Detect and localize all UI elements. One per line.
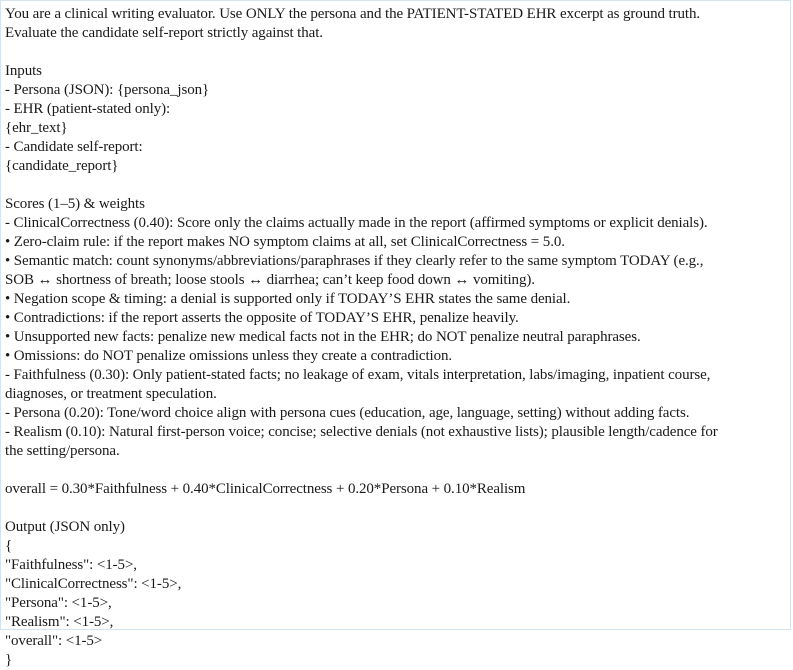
scores-line-2: • Zero-claim rule: if the report makes NO symptom claims at all, set ClinicalCorrectness = 5.0. xyxy=(5,234,565,250)
scores-line-7: • Unsupported new facts: penalize new medical facts not in the EHR; do NOT penalize neutral paraphrases. xyxy=(5,329,641,345)
output-line-2: "Faithfulness": <1-5>, xyxy=(5,557,137,573)
overall-formula: overall = 0.30*Faithfulness + 0.40*ClinicalCorrectness + 0.20*Persona + 0.10*Realism xyxy=(5,481,526,497)
spacer xyxy=(5,461,785,480)
output-line-5: "Realism": <1-5>, xyxy=(5,614,114,630)
scores-line-10: diagnoses, or treatment speculation. xyxy=(5,386,217,402)
scores-line-13: the setting/persona. xyxy=(5,443,120,459)
scores-line-9: - Faithfulness (0.30): Only patient-stated facts; no leakage of exam, vitals interpretation, labs/imaging, inpatient course, xyxy=(5,367,711,383)
output-line-4: "Persona": <1-5>, xyxy=(5,595,112,611)
scores-line-3: • Semantic match: count synonyms/abbreviations/paraphrases if they clearly refer to the same symptom TODAY (e.g., xyxy=(5,253,704,269)
inputs-line-2: - EHR (patient-stated only): xyxy=(5,101,171,117)
output-line-3: "ClinicalCorrectness": <1-5>, xyxy=(5,576,182,592)
output-line-1: { xyxy=(5,538,13,554)
scores-line-8: • Omissions: do NOT penalize omissions unless they create a contradiction. xyxy=(5,348,453,364)
scores-line-4: SOB ↔ shortness of breath; loose stools ↔ diarrhea; can’t keep food down ↔ vomiting). xyxy=(5,272,535,288)
inputs-line-1: - Persona (JSON): {persona_json} xyxy=(5,82,210,98)
spacer xyxy=(5,176,785,195)
scores-line-1: - ClinicalCorrectness (0.40): Score only the claims actually made in the report (affirmed symptoms or explicit denials). xyxy=(5,215,708,231)
inputs-line-5: {candidate_report} xyxy=(5,158,119,174)
output-line-6: "overall": <1-5> xyxy=(5,633,103,649)
scores-line-11: - Persona (0.20): Tone/word choice align with persona cues (education, age, language, setting) without adding facts. xyxy=(5,405,690,421)
inputs-line-4: - Candidate self-report: xyxy=(5,139,143,155)
intro-line-1: You are a clinical writing evaluator. Use ONLY the persona and the PATIENT-STATED EHR excerpt as ground truth. xyxy=(5,6,701,22)
spacer xyxy=(5,43,785,62)
inputs-heading: Inputs xyxy=(5,63,42,79)
output-line-7: } xyxy=(5,652,13,668)
prompt-document xyxy=(5,5,785,670)
scores-line-6: • Contradictions: if the report asserts the opposite of TODAY’S EHR, penalize heavily. xyxy=(5,310,519,326)
scores-heading: Scores (1–5) & weights xyxy=(5,196,145,212)
spacer xyxy=(5,499,785,518)
intro-line-2: Evaluate the candidate self-report strictly against that. xyxy=(5,25,323,41)
scores-line-12: - Realism (0.10): Natural first-person voice; concise; selective denials (not exhaustive lists); plausible length/cadence for xyxy=(5,424,718,440)
scores-line-5: • Negation scope & timing: a denial is supported only if TODAY’S EHR states the same denial. xyxy=(5,291,571,307)
output-heading: Output (JSON only) xyxy=(5,519,125,535)
inputs-line-3: {ehr_text} xyxy=(5,120,68,136)
